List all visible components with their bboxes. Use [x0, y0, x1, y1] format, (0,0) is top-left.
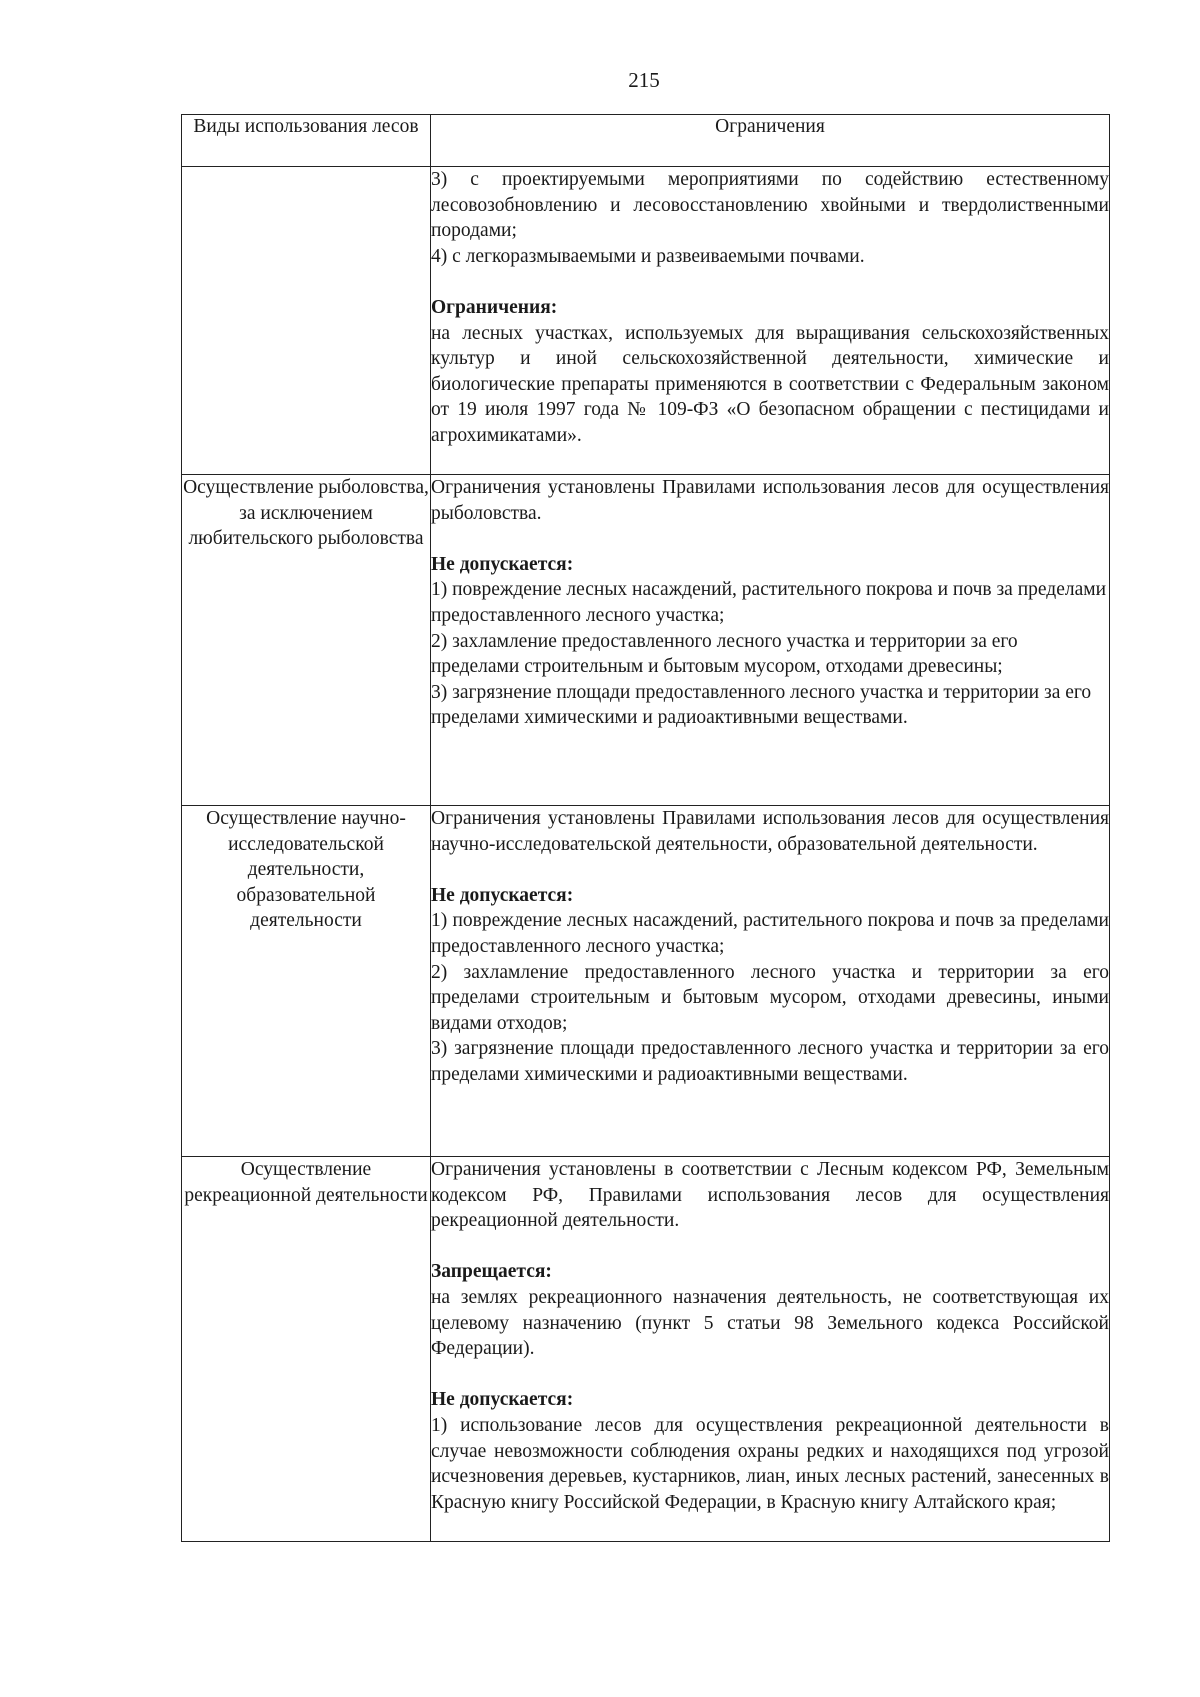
list-item: 2) захламление предоставленного лесного участка и территории за его пределами строительным и бытовым мусором, отходами древесины; — [431, 630, 1018, 678]
list-item: 1) повреждение лесных насаждений, растительного покрова и почв за пределами предоставленного лесного участка; — [431, 579, 1107, 626]
table-row — [182, 1157, 1110, 1542]
page-number: 215 — [628, 68, 660, 92]
use-type-cell: Осуществление рыболовства, за исключением любительского рыболовства — [182, 475, 431, 806]
paragraph: Ограничения установлены Правилами использования лесов для осуществления научно-исследовательской деятельности, образовательной деятельности. — [431, 808, 1109, 855]
paragraph: Ограничения установлены в соответствии с Лесным кодексом РФ, Земельным кодексом РФ, Правилами использования лесов для осуществления рекреационной деятельности. — [431, 1159, 1109, 1232]
header-forest-use-types: Виды использования лесов — [182, 115, 431, 167]
use-type-cell — [182, 167, 431, 475]
paragraph: на землях рекреационного назначения деятельность, не соответствующая их целевому назначению (пункт 5 статьи 98 Земельного кодекса Российской Федерации). — [431, 1286, 1109, 1360]
section-heading: Ограничения: — [431, 296, 558, 318]
list-item: 1) использование лесов для осуществления рекреационной деятельности в случае невозможности соблюдения охраны редких и находящихся под угрозой исчезновения деревьев, кустарников, лиан, иных лесных растений, занесенных в Красную книгу Российской Федерации, в Красную книгу Алтайского края; — [431, 1414, 1109, 1513]
table-header-row — [182, 115, 1110, 167]
restrictions-cell — [431, 1157, 1110, 1542]
header-restrictions: Ограничения — [431, 115, 1110, 167]
table-row — [182, 806, 1110, 1157]
paragraph: Ограничения установлены Правилами использования лесов для осуществления рыболовства. — [431, 477, 1109, 524]
restrictions-cell — [431, 167, 1110, 475]
paragraph: на лесных участках, используемых для выращивания сельскохозяйственных культур и иной сельскохозяйственной деятельности, химические и биологические препараты применяются в соответствии с Федеральным законом от 19 июля 1997 года № 109-ФЗ «О безопасном обращении с пестицидами и агрохимикатами». — [431, 322, 1109, 446]
list-item: 4) с легкоразмываемыми и развеиваемыми почвами. — [431, 245, 865, 267]
section-heading: Не допускается: — [431, 553, 574, 575]
restrictions-cell — [431, 475, 1110, 806]
list-item: 3) с проектируемыми мероприятиями по содействию естественному лесовозобновлению и лесовосстановлению хвойными и твердолиственными породами; — [431, 169, 1109, 242]
restrictions-table — [181, 114, 1110, 1542]
list-item: 2) захламление предоставленного лесного участка и территории за его пределами строительным и бытовым мусором, отходами древесины, иными видами отходов; — [431, 961, 1109, 1034]
section-heading: Не допускается: — [431, 1389, 574, 1411]
restrictions-cell — [431, 806, 1110, 1157]
table-row — [182, 475, 1110, 806]
table-row — [182, 167, 1110, 475]
use-type-cell: Осуществление научно-исследовательской деятельности, образовательной деятельности — [182, 806, 431, 1157]
list-item: 3) загрязнение площади предоставленного лесного участка и территории за его пределами химическими и радиоактивными веществами. — [431, 1038, 1109, 1085]
section-heading: Запрещается: — [431, 1261, 552, 1283]
use-type-cell: Осуществление рекреационной деятельности — [182, 1157, 431, 1542]
section-heading: Не допускается: — [431, 884, 574, 906]
list-item: 1) повреждение лесных насаждений, растительного покрова и почв за пределами предоставленного лесного участка; — [431, 910, 1109, 957]
list-item: 3) загрязнение площади предоставленного лесного участка и территории за его пределами химическими и радиоактивными веществами. — [431, 681, 1092, 729]
